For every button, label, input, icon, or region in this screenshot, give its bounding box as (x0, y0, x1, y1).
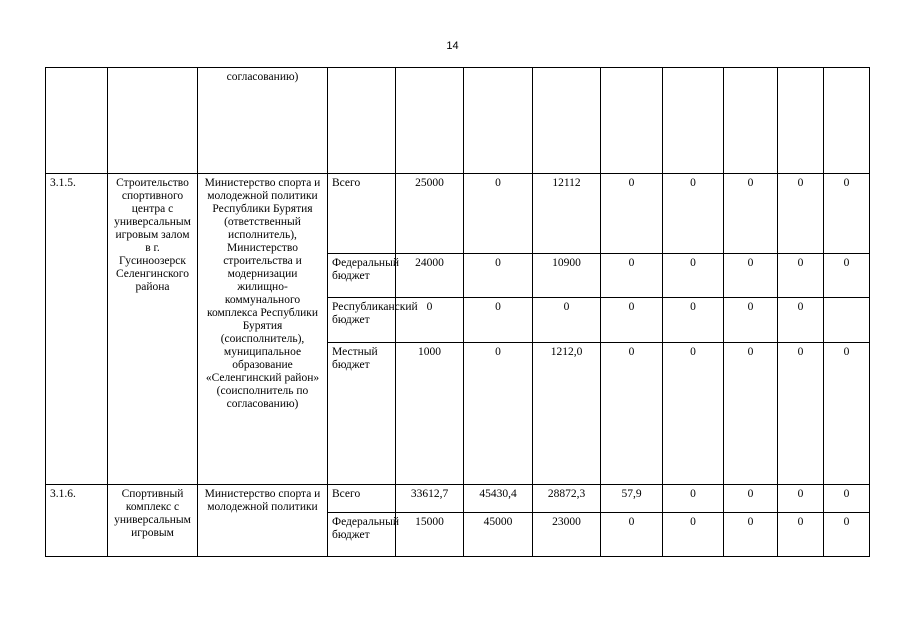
cell-source: Всего (328, 174, 396, 254)
cell-value: 23000 (533, 513, 601, 557)
cell-value: 0 (663, 174, 724, 254)
cell-value: 0 (824, 174, 870, 254)
cell-value (601, 68, 663, 174)
cell-code (46, 68, 108, 174)
cell-value: 0 (663, 298, 724, 343)
table-row-continuation (46, 68, 870, 174)
cell-value: 0 (778, 298, 824, 343)
cell-name (108, 68, 198, 174)
cell-value: 0 (824, 513, 870, 557)
cell-value: 15000 (396, 513, 464, 557)
cell-value: 0 (778, 513, 824, 557)
cell-value: 0 (464, 298, 533, 343)
cell-value: 33612,7 (396, 485, 464, 513)
cell-value: 0 (601, 513, 663, 557)
cell-value (824, 298, 870, 343)
cell-value (464, 68, 533, 174)
cell-source: Федеральный бюджет (328, 254, 396, 298)
cell-value: 1212,0 (533, 343, 601, 485)
cell-value: 1000 (396, 343, 464, 485)
cell-value: 45430,4 (464, 485, 533, 513)
page-number: 14 (446, 40, 459, 52)
cell-value: 0 (824, 485, 870, 513)
cell-value (396, 68, 464, 174)
cell-value: 0 (601, 298, 663, 343)
cell-executor: Министерство спорта и молодежной политики (198, 485, 328, 557)
cell-value: 0 (778, 343, 824, 485)
cell-value (824, 68, 870, 174)
cell-value: 0 (724, 485, 778, 513)
cell-source: Республиканский бюджет (328, 298, 396, 343)
cell-code: 3.1.6. (46, 485, 108, 557)
cell-value: 0 (663, 513, 724, 557)
budget-table (45, 67, 870, 557)
cell-value: 0 (601, 343, 663, 485)
cell-value (724, 68, 778, 174)
cell-value: 0 (724, 513, 778, 557)
cell-executor: согласованию) (198, 68, 328, 174)
cell-value: 0 (601, 254, 663, 298)
cell-value: 0 (824, 254, 870, 298)
cell-value (778, 68, 824, 174)
cell-value: 0 (464, 343, 533, 485)
cell-code: 3.1.5. (46, 174, 108, 485)
cell-value: 0 (533, 298, 601, 343)
cell-value: 0 (724, 174, 778, 254)
cell-value: 0 (724, 343, 778, 485)
cell-name: Спортивный комплекс с универсальным игровым (108, 485, 198, 557)
cell-executor: Министерство спорта и молодежной политики Республики Бурятия (ответственный исполнитель), Министерство строительства и модернизации жилищно-коммунального комплекса Республики Бурятия (соисполнитель), муниципальное образование «Селенгинский район» (соисполнитель по согласованию) (198, 174, 328, 485)
cell-value: 0 (724, 254, 778, 298)
cell-value: 0 (778, 254, 824, 298)
cell-source (328, 68, 396, 174)
table-row-3-1-6-total (46, 485, 870, 513)
cell-value: 0 (778, 174, 824, 254)
cell-source: Федеральный бюджет (328, 513, 396, 557)
cell-value: 0 (663, 485, 724, 513)
cell-value: 0 (778, 485, 824, 513)
cell-value (663, 68, 724, 174)
cell-name: Строительство спортивного центра с универсальным игровым залом в г. Гусиноозерск Селенгинского района (108, 174, 198, 485)
cell-value: 0 (464, 174, 533, 254)
cell-value: 0 (663, 343, 724, 485)
cell-value (533, 68, 601, 174)
table-row-3-1-5-total (46, 174, 870, 254)
cell-value: 0 (601, 174, 663, 254)
cell-value: 0 (663, 254, 724, 298)
cell-source: Всего (328, 485, 396, 513)
cell-source: Местный бюджет (328, 343, 396, 485)
cell-value: 10900 (533, 254, 601, 298)
cell-value: 0 (464, 254, 533, 298)
cell-value: 0 (824, 343, 870, 485)
cell-value: 0 (396, 298, 464, 343)
cell-value: 45000 (464, 513, 533, 557)
cell-value: 28872,3 (533, 485, 601, 513)
cell-value: 57,9 (601, 485, 663, 513)
cell-value: 12112 (533, 174, 601, 254)
cell-value: 24000 (396, 254, 464, 298)
cell-value: 0 (724, 298, 778, 343)
cell-value: 25000 (396, 174, 464, 254)
